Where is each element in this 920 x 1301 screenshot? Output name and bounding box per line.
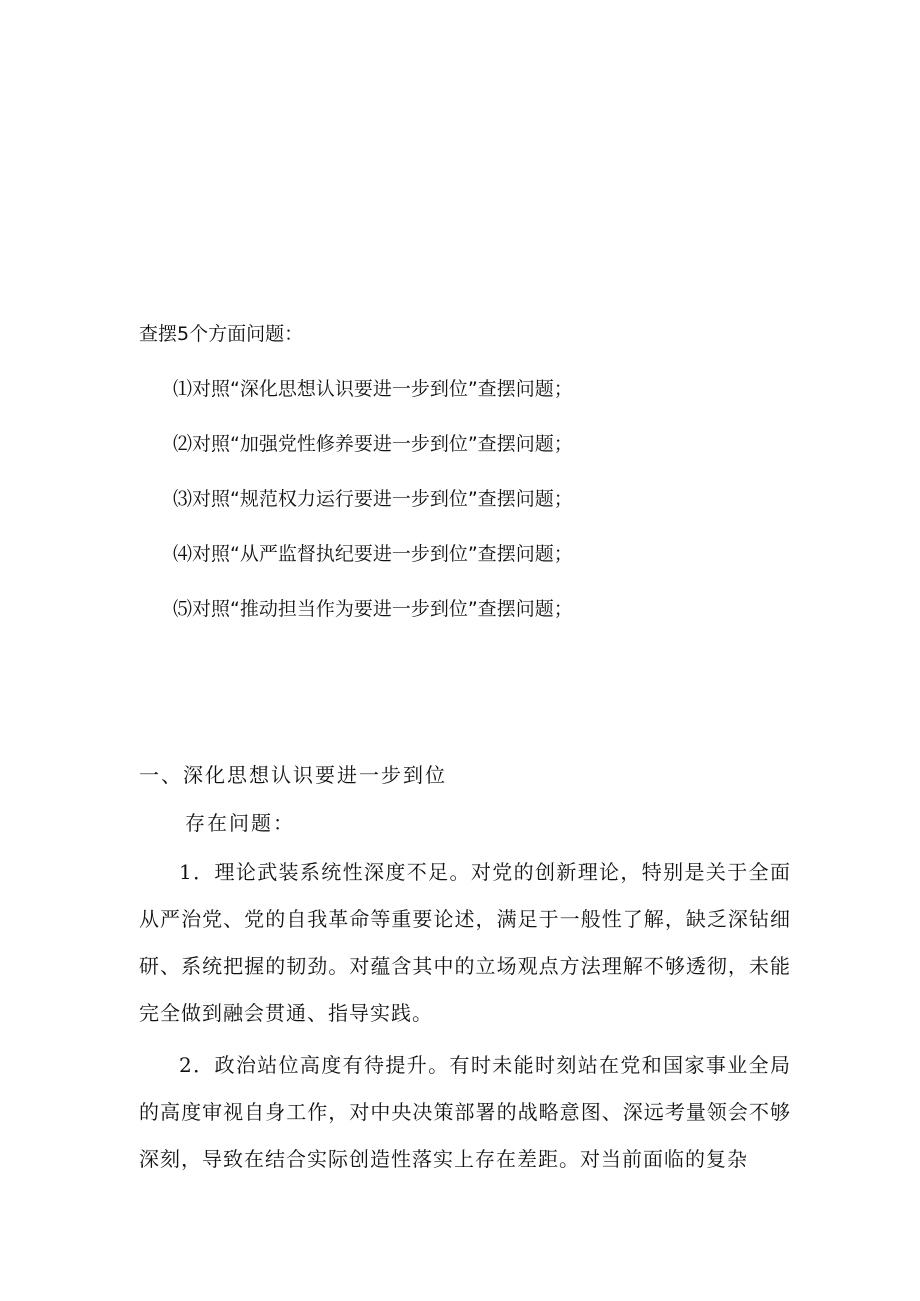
aspect-item-5: ⑸对照“推动担当作为要进一步到位”查摆问题； xyxy=(173,598,573,620)
problem-paragraph-1: 1．理论武装系统性深度不足。对党的创新理论，特别是关于全面从严治党、党的自我革命等重要论述，满足于一般性了解，缺乏深钻细研、系统把握的韧劲。对蕴含其中的立场观点方法理解不够透彻，未能完全做到融会贯通、指导实践。 xyxy=(139,860,791,1025)
section-heading: 一、深化思想认识要进一步到位 xyxy=(139,763,447,787)
aspect-item-2: ⑵对照“加强党性修养要进一步到位”查摆问题； xyxy=(173,433,573,455)
aspect-item-3: ⑶对照“规范权力运行要进一步到位”查摆问题； xyxy=(173,488,573,510)
intro-title: 查摆5个方面问题： xyxy=(139,323,304,345)
aspect-item-4: ⑷对照“从严监督执纪要进一步到位”查摆问题； xyxy=(173,543,573,565)
section-subheading: 存在问题： xyxy=(185,811,295,835)
aspect-item-1: ⑴对照“深化思想认识要进一步到位”查摆问题； xyxy=(173,378,573,400)
problem-paragraph-2: 2．政治站位高度有待提升。有时未能时刻站在党和国家事业全局的高度审视自身工作，对中央决策部署的战略意图、深远考量领会不够深刻，导致在结合实际创造性落实上存在差距。对当前面临的复杂 xyxy=(139,1053,791,1171)
